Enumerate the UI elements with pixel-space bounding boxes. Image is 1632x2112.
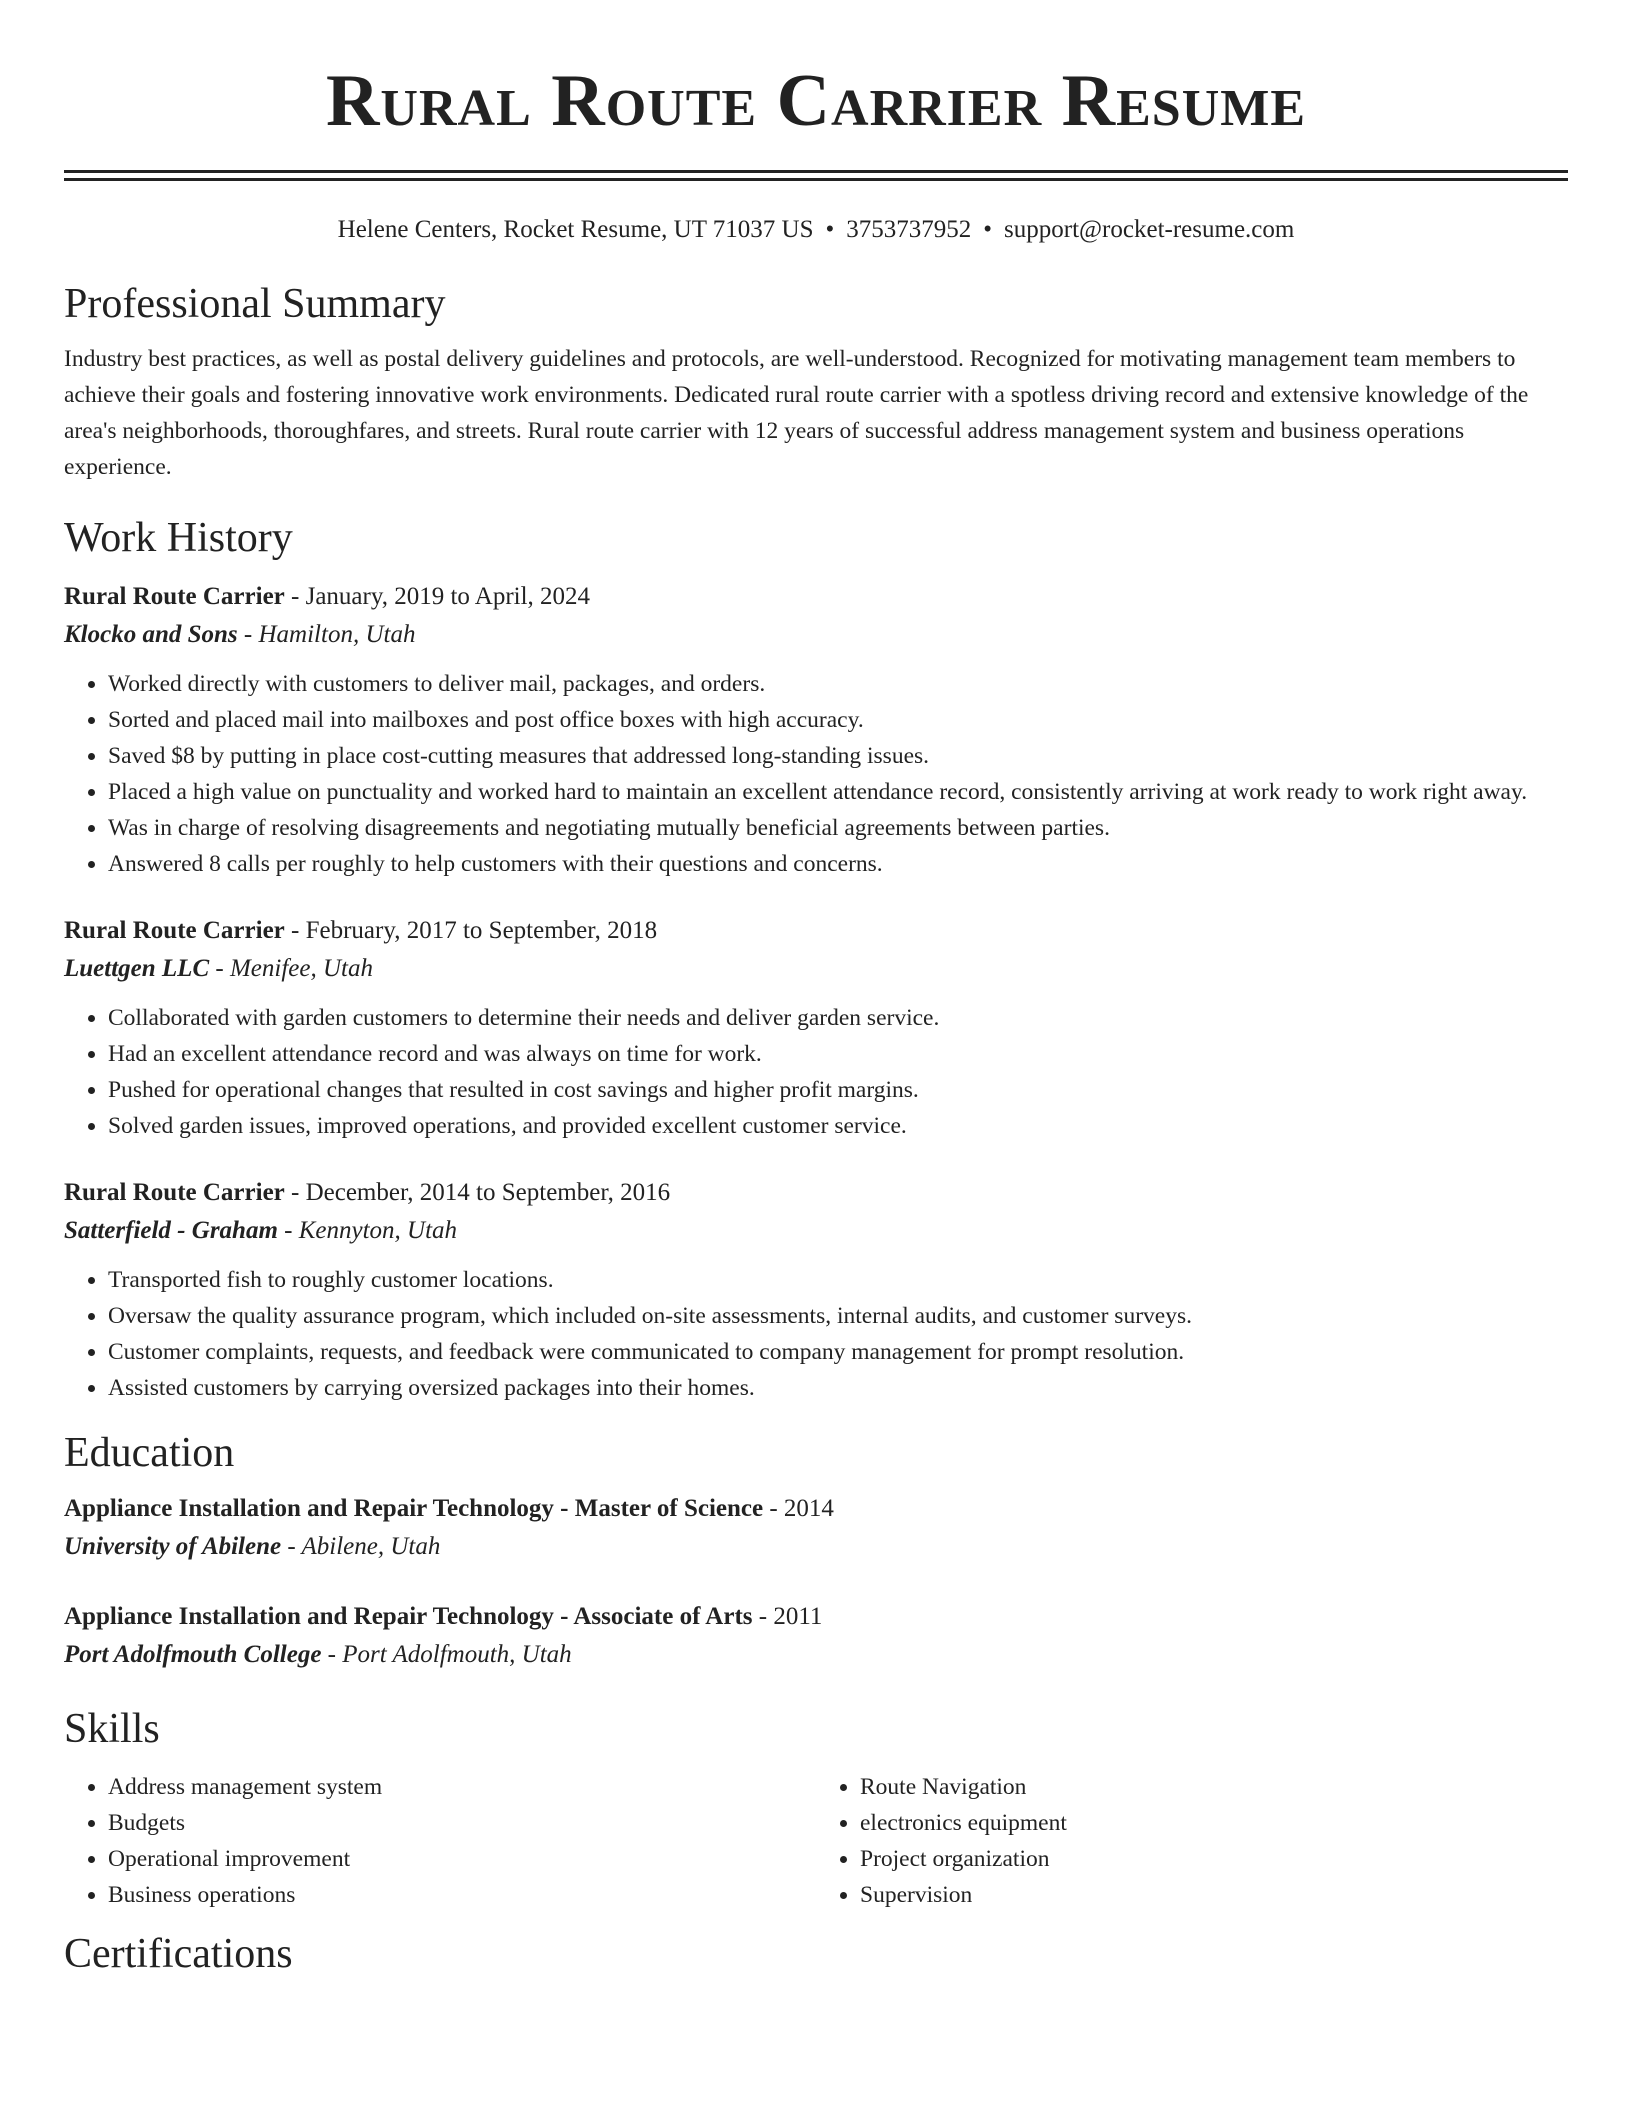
job-location: - Hamilton, Utah [237, 620, 416, 648]
list-item: • Saved $8 by putting in place cost-cutting measures that addressed long-standing issues. [108, 738, 1568, 774]
job-bullets [64, 1262, 1568, 1406]
job-entry [64, 578, 1568, 882]
degree-year: - 2011 [752, 1603, 823, 1631]
list-item: • Operational improvement [108, 1841, 816, 1877]
job-dates: - December, 2014 to September, 2016 [284, 1178, 671, 1206]
degree-line [64, 1490, 1568, 1528]
degree-year: - 2014 [763, 1495, 834, 1523]
job-title: Rural Route Carrier [64, 916, 285, 944]
job-company-line [64, 950, 1568, 988]
list-item: • Assisted customers by carrying oversized packages into their homes. [108, 1370, 1568, 1406]
list-item: • electronics equipment [860, 1805, 1568, 1841]
list-item: • Customer complaints, requests, and feedback were communicated to company management for prompt resolution. [108, 1334, 1568, 1370]
job-company-line [64, 616, 1568, 654]
contact-email: support@rocket-resume.com [1004, 216, 1295, 243]
certifications-heading: Certifications [64, 1930, 293, 1977]
education-heading: Education [64, 1429, 235, 1476]
summary-heading: Professional Summary [64, 281, 446, 327]
list-item: • Business operations [108, 1877, 816, 1913]
school: University of Abilene [64, 1533, 282, 1561]
summary-text: Industry best practices, as well as postal delivery guidelines and protocols, are well-understood. Recognized for motivating management team members to achieve their goals and fostering innovative work environments. Dedicated rural route carrier with a spotless driving record and extensive knowledge of the area's neighborhoods, thoroughfares, and streets. Rural route carrier with 12 years of successful address management system and business operations experience. [64, 346, 1529, 481]
job-title: Rural Route Carrier [64, 1178, 285, 1206]
job-title-line [64, 1174, 1568, 1212]
school-line [64, 1528, 1568, 1566]
contact-separator: • [825, 216, 835, 243]
education-entry [64, 1598, 1568, 1674]
list-item: • Collaborated with garden customers to determine their needs and deliver garden service. [108, 1000, 1568, 1036]
list-item: • Budgets [108, 1805, 816, 1841]
list-item: • Solved garden issues, improved operations, and provided excellent customer service. [108, 1108, 1568, 1144]
job-bullets [64, 1000, 1568, 1144]
job-title-line [64, 912, 1568, 950]
title-rule-top [64, 170, 1568, 173]
job-company: Satterfield - Graham [64, 1216, 278, 1244]
list-item: • Sorted and placed mail into mailboxes and post office boxes with high accuracy. [108, 702, 1568, 738]
job-entry [64, 912, 1568, 1144]
resume-title: Rural Route Carrier Resume [325, 60, 1307, 142]
job-entry [64, 1174, 1568, 1406]
school: Port Adolfmouth College [64, 1641, 322, 1669]
list-item: • Answered 8 calls per roughly to help customers with their questions and concerns. [108, 846, 1568, 882]
title-rule-bottom [64, 178, 1568, 181]
list-item: • Oversaw the quality assurance program, which included on-site assessments, internal audits, and customer surveys. [108, 1298, 1568, 1334]
job-title-line [64, 578, 1568, 616]
degree: Appliance Installation and Repair Technology - Master of Science [64, 1495, 764, 1523]
school-location: - Abilene, Utah [281, 1533, 441, 1561]
job-location: - Menifee, Utah [209, 954, 373, 982]
skills-columns [64, 1769, 1568, 1913]
degree: Appliance Installation and Repair Technology - Associate of Arts [64, 1603, 753, 1631]
school-line [64, 1636, 1568, 1674]
work-history-heading: Work History [64, 515, 293, 562]
job-company: Klocko and Sons [64, 620, 238, 648]
job-company-line [64, 1212, 1568, 1250]
list-item: • Project organization [860, 1841, 1568, 1877]
degree-line [64, 1598, 1568, 1636]
list-item: • Had an excellent attendance record and was always on time for work. [108, 1036, 1568, 1072]
list-item: • Transported fish to roughly customer locations. [108, 1262, 1568, 1298]
job-dates: - January, 2019 to April, 2024 [284, 582, 591, 610]
education-entry [64, 1490, 1568, 1566]
list-item: • Was in charge of resolving disagreements and negotiating mutually beneficial agreements between parties. [108, 810, 1568, 846]
skills-right-column [816, 1769, 1568, 1913]
contact-address: Helene Centers, Rocket Resume, UT 71037 US [337, 216, 814, 243]
list-item: • Route Navigation [860, 1769, 1568, 1805]
contact-phone: 3753737952 [846, 216, 972, 243]
list-item: • Supervision [860, 1877, 1568, 1913]
list-item: • Pushed for operational changes that resulted in cost savings and higher profit margins. [108, 1072, 1568, 1108]
skills-heading: Skills [64, 1706, 160, 1753]
job-dates: - February, 2017 to September, 2018 [284, 916, 658, 944]
list-item: • Worked directly with customers to deliver mail, packages, and orders. [108, 666, 1568, 702]
skills-left-column [64, 1769, 816, 1913]
contact-separator: • [983, 216, 993, 243]
job-bullets [64, 666, 1568, 882]
list-item: • Placed a high value on punctuality and worked hard to maintain an excellent attendance record, consistently arriving at work ready to work right away. [108, 774, 1568, 810]
school-location: - Port Adolfmouth, Utah [321, 1641, 572, 1669]
contact-line [64, 215, 1568, 245]
job-company: Luettgen LLC [64, 954, 210, 982]
job-title: Rural Route Carrier [64, 582, 285, 610]
list-item: • Address management system [108, 1769, 816, 1805]
job-location: - Kennyton, Utah [277, 1216, 458, 1244]
